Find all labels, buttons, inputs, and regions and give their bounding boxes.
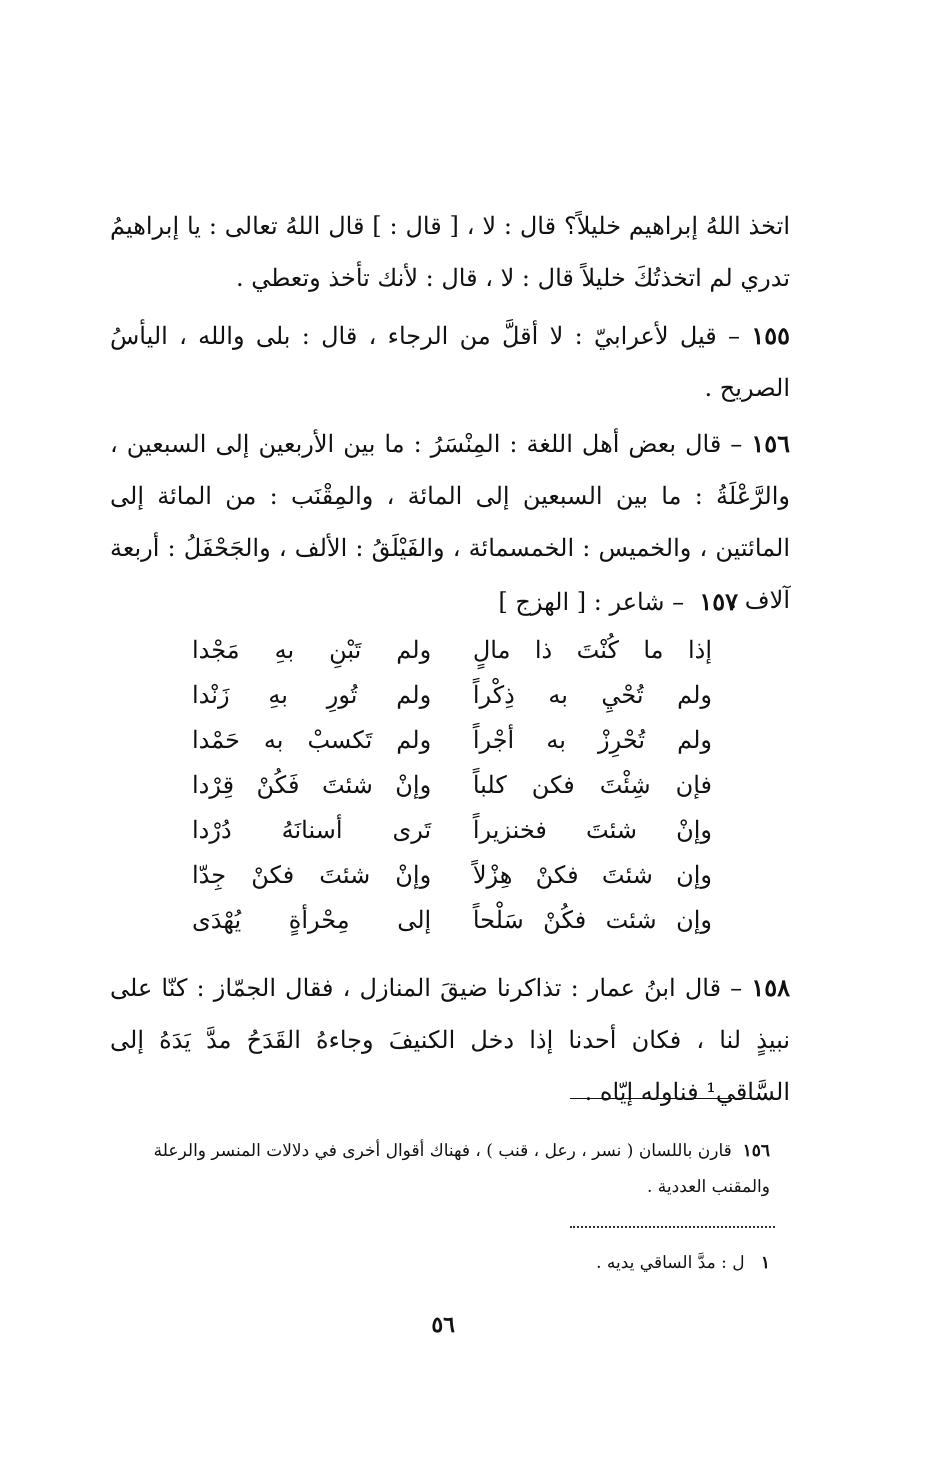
entry-text: – قال ابنُ عمار : تذاكرنا ضيقَ المنازل ، فقال الجمّاز : كنّا على نبيذٍ لنا ، فكان أحدنا إذا دخل الكنيفَ وجاءهُ القَدَحُ مدَّ يَدَهُ إلى السَّاقي¹ فناوله إيّاه . <box>110 974 790 1106</box>
hemistich-first: وإنْ شئتَ فخنزيراً <box>472 816 712 844</box>
hemistich-second: ولم تُورِ بهِ زَنْدا <box>192 681 432 709</box>
entry-text: – قيل لأعرابيّ : لا أقلَّ من الرجاء ، قال : بلى والله ، اليأسُ الصريح . <box>110 322 790 402</box>
entry-text: – شاعر : [ الهزج ] <box>498 588 685 616</box>
entry-number: ١٥٧ <box>699 587 738 616</box>
verse-line <box>192 808 712 853</box>
page-number: ٥٦ <box>431 1312 455 1338</box>
intro-paragraph <box>110 200 790 304</box>
verse-line <box>192 853 712 898</box>
entry-158 <box>110 962 790 1118</box>
hemistich-first: فإن شِئْتَ فكن كلباً <box>472 771 712 799</box>
footnote-number: ١٥٦ <box>742 1141 770 1161</box>
footnote-number: ١ <box>760 1253 770 1273</box>
hemistich-second: تَرى أسنانَهُ دُرْدا <box>192 816 432 844</box>
hemistich-first: ولم تُحْيِ به ذِكْراً <box>472 681 712 709</box>
verse-line <box>192 718 712 763</box>
hemistich-second: إلى مِحْرأةٍ يُهْدَى <box>192 906 432 934</box>
hemistich-second: ولم تَكسبْ به حَمْدا <box>192 726 432 754</box>
verse-line <box>192 898 712 943</box>
intro-text: اتخذ اللهُ إبراهيم خليلاً؟ قال : لا ، [ قال : ] قال اللهُ تعالى : يا إبراهيمُ تدري لم اتخذتُكَ خليلاً قال : لا ، قال : لأنك تأخذ وتعطي . <box>110 212 790 292</box>
hemistich-first: إذا ما كُنْتَ ذا مالٍ <box>472 636 712 664</box>
footnote-separator <box>570 1098 775 1099</box>
hemistich-first: ولم تُحْرِزْ به أجْراً <box>472 726 712 754</box>
entry-number: ١٥٥ <box>751 321 790 350</box>
hemistich-first: وإن شئت فكُنْ سَلْحاً <box>472 906 712 934</box>
footnote-dotted-separator <box>570 1226 775 1228</box>
hemistich-second: ولم تَبْنِ بهِ مَجْدا <box>192 636 432 664</box>
verse-line <box>192 673 712 718</box>
poem <box>192 628 712 943</box>
verse-line <box>192 763 712 808</box>
hemistich-second: وإنْ شئتَ فكنْ جِدّا <box>192 861 432 889</box>
footnote-text: ل : مدَّ الساقي يديه . <box>596 1253 745 1273</box>
entry-text: – قال بعض أهل اللغة : المِنْسَرُ : ما بين الأربعين إلى السبعين ، والرَّعْلَةُ : ما بين السبعين إلى المائة ، والمِقْنَب : من المائة إلى المائتين ، والخميس : الخمسمائة ، والفَيْلَقُ : الألف ، والجَحْفَلُ : أربعة آلاف . <box>110 430 790 614</box>
hemistich-second: وإنْ شئتَ فَكُنْ قِرْدا <box>192 771 432 799</box>
entry-157 <box>178 576 738 628</box>
footnote-1 <box>110 1245 770 1281</box>
entry-155 <box>110 310 790 414</box>
entry-number: ١٥٨ <box>751 973 790 1002</box>
footnote-156 <box>110 1133 770 1205</box>
entry-number: ١٥٦ <box>751 429 790 458</box>
footnote-text: قارن باللسان ( نسر ، رعل ، قنب ) ، فهناك أقوال أخرى في دلالات المنسر والرعلة والمقنب العددية . <box>153 1141 770 1197</box>
verse-line <box>192 628 712 673</box>
hemistich-first: وإن شئتَ فكنْ هِزْلاً <box>472 861 712 889</box>
